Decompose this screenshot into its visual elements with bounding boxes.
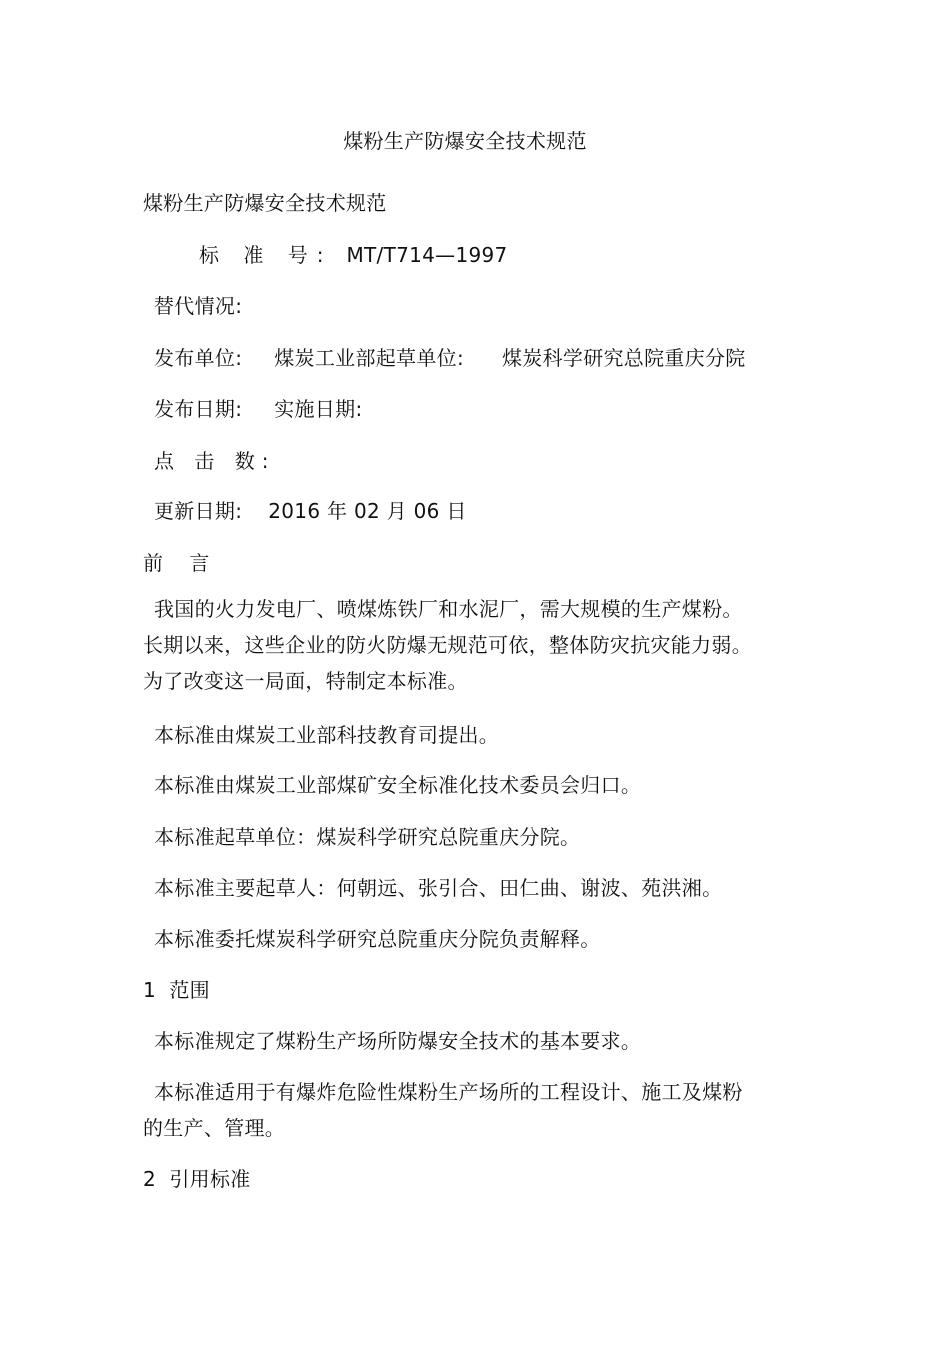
- replacement-row: [154, 294, 242, 318]
- clicks-row: [154, 449, 275, 473]
- foreword-paragraph-6: 本标准委托煤炭科学研究总院重庆分院负责解释。: [154, 927, 601, 951]
- update-date-row: [154, 499, 467, 523]
- section-1-paragraph-2: [143, 1074, 783, 1146]
- document-heading: 煤粉生产防爆安全技术规范: [143, 191, 387, 215]
- standard-number-value: MT/T714—1997: [346, 243, 508, 267]
- foreword-paragraph-1-line-2: 长期以来，这些企业的防火防爆无规范可依，整体防灾抗灾能力弱。: [143, 633, 752, 657]
- publisher-label: 发布单位:: [154, 346, 243, 370]
- document-title: 煤粉生产防爆安全技术规范: [343, 129, 587, 153]
- update-date-label: 更新日期:: [154, 499, 243, 523]
- publisher-value: 煤炭工业部: [274, 346, 376, 370]
- foreword-paragraph-1-line-3: 为了改变这一局面，特制定本标准。: [143, 669, 468, 693]
- clicks-label: 点 击 数:: [154, 449, 276, 473]
- foreword-paragraph-4: 本标准起草单位：煤炭科学研究总院重庆分院。: [154, 825, 581, 849]
- section-1-heading: 1 范围: [143, 978, 210, 1002]
- foreword-paragraph-2: 本标准由煤炭工业部科技教育司提出。: [154, 723, 500, 747]
- foreword-paragraph-3: 本标准由煤炭工业部煤矿安全标准化技术委员会归口。: [154, 773, 642, 797]
- foreword-heading: 前 言: [143, 551, 220, 575]
- foreword-paragraph-1-line-1: 我国的火力发电厂、喷煤炼铁厂和水泥厂，需大规模的生产煤粉。: [154, 597, 743, 621]
- section-1-paragraph-2-line-1: 本标准适用于有爆炸危险性煤粉生产场所的工程设计、施工及煤粉: [154, 1080, 743, 1104]
- standard-number-row: [199, 243, 508, 267]
- foreword-paragraph-5: 本标准主要起草人：何朝远、张引合、田仁曲、谢波、苑洪湘。: [154, 876, 723, 900]
- section-2-heading: 2 引用标准: [143, 1167, 251, 1191]
- section-1-paragraph-2-line-2: 的生产、管理。: [143, 1116, 286, 1140]
- foreword-paragraph-1: [143, 591, 783, 699]
- publisher-row: [154, 346, 746, 370]
- standard-number-label: 标 准 号:: [199, 243, 333, 267]
- update-date-value: 2016 年 02 月 06 日: [268, 499, 467, 523]
- section-1-paragraph-1: 本标准规定了煤粉生产场所防爆安全技术的基本要求。: [154, 1029, 642, 1053]
- drafter-label: 起草单位:: [375, 346, 464, 370]
- publish-date-label: 发布日期:: [154, 397, 243, 421]
- replacement-label: 替代情况:: [154, 294, 243, 318]
- dates-row: [154, 397, 363, 421]
- effective-date-label: 实施日期:: [274, 397, 363, 421]
- drafter-value: 煤炭科学研究总院重庆分院: [502, 346, 746, 370]
